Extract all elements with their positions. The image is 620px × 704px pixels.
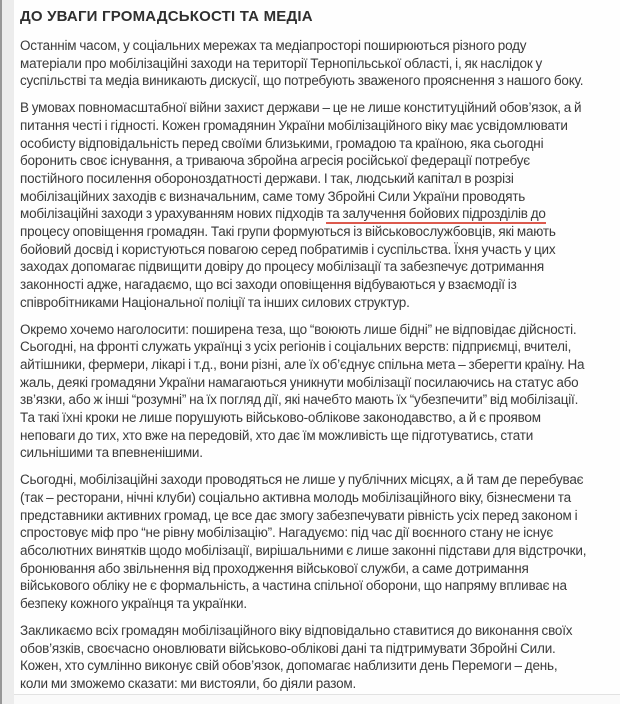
- text-line: Закликаємо всіх громадян мобілізаційного віку відповідально ставитися до виконання своїх: [20, 622, 573, 638]
- paragraph: [20, 471, 614, 613]
- post-title: ДО УВАГИ ГРОМАДСЬКОСТІ ТА МЕДІА: [20, 8, 313, 25]
- paragraph: [20, 99, 614, 311]
- text-line: В умовах повномасштабної війни захист держави – це не лише конституційний обов’язок, а й: [20, 100, 582, 116]
- text-line: особисту відповідальність перед своїми близькими, громадою та країною, яка сьогодні: [20, 135, 544, 151]
- text-line: військового обліку не є формальність, а частина спільної оборони, що напряму впливає на: [20, 578, 567, 594]
- text-line: заходах допомагає підвищити довіру до процесу мобілізації та забезпечує дотримання: [20, 259, 545, 275]
- red-underline-annotation: та залучення бойових підрозділів до: [326, 206, 545, 224]
- text-line: суспільстві та медіа виникають дискусії, що потребують зваженого прояснення з нашого боку.: [20, 73, 584, 89]
- text-line: айтішники, фермери, лікарі і т.д., вони різні, але їх об’єднує спільна мета – зберегти країну. На: [20, 356, 585, 372]
- post-body: [20, 37, 614, 693]
- text-line: неповаги до тих, хто вже на передовій, хто дає їм можливість ще підготуватись, стати: [20, 427, 534, 443]
- text-line: жаль, деякі громадяни України намагаються уникнути мобілізації посилаючись на статус або: [20, 374, 579, 390]
- text-line: спростовує міф про “не рівну мобілізацію”. Нагадуємо: під час дії воєнного стану не існує: [20, 525, 554, 541]
- text-line: сильнішими та впевненішими.: [20, 445, 203, 461]
- text-line: Окремо хочемо наголосити: поширена теза, що “воюють лише бідні” не відповідає дійсності.: [20, 321, 577, 337]
- paragraph: [20, 622, 614, 693]
- text-line: постійного посилення обороноздатності держави. І так, людський капітал в розрізі: [20, 170, 514, 186]
- text-line: процесу оповіщення громадян. Такі групи формуються із військовослужбовців, які мають: [20, 224, 556, 240]
- text-line: [20, 205, 614, 223]
- text-line: Останнім часом, у соціальних мережах та медіапросторі поширюються різного роду: [20, 38, 527, 53]
- text-line: зв’язки, або ж інші “розумні” на їх погляд дії, які начебто мають їх “убезпечити” від мобілізації.: [20, 392, 579, 408]
- text-line: бойовий досвід і користуються повагою серед побратимів і суспільства. Їхня участь у цих: [20, 241, 556, 257]
- text-line: питання честі і гідності. Кожен громадянин України мобілізаційного віку має усвідомлювати: [20, 117, 568, 133]
- text-line: бронювання або звільнення від проходження військової служби, а саме дотримання: [20, 560, 529, 576]
- text-line: співробітниками Національної поліції та інших силових структур.: [20, 294, 410, 310]
- text-line: представники активних громад, це все дає змогу забезпечувати рівність усіх перед законом і: [20, 507, 578, 523]
- text-line: (так – ресторани, нічні клуби) соціально активна молодь мобілізаційного віку, бізнесмени та: [20, 489, 571, 505]
- text-line: матеріали про мобілізаційні заходи на території Тернопільської області, і, як наслідок у: [20, 55, 543, 71]
- footer-strip: [14, 695, 620, 704]
- text-line: Сьогодні, на фронті служать українці з усіх регіонів і соціальних верств: підприємці, вчителі,: [20, 339, 572, 355]
- text-segment: мобілізаційні заходи з урахуванням нових підходів: [20, 206, 327, 222]
- text-line: Кожен, хто сумлінно виконує свій обов’язок, допомагає наблизити день Перемоги – день,: [20, 658, 558, 674]
- text-line: коли ми зможемо сказати: ми вистояли, бо діяли разом.: [20, 675, 357, 691]
- text-line: законності адже, нагадаємо, що всі заходи оповіщення відбуваються у взаємодії із: [20, 277, 517, 293]
- text-line: мобілізаційних заходів є визначальним, саме тому Збройні Сили України проводять: [20, 188, 526, 204]
- post-content: [14, 0, 620, 704]
- text-line: Сьогодні, мобілізаційні заходи проводяться не лише у публічних місцях, а й там де перебуває: [20, 472, 584, 488]
- paragraph: [20, 321, 614, 463]
- text-line: безпеку кожного українця та українки.: [20, 596, 247, 612]
- text-line: Та такі їхні кроки не лише порушують військово-облікове законодавство, а й є проявом: [20, 410, 541, 426]
- text-line: абсолютних винятків щодо мобілізації, вирішальними є лише законні підстави для відстрочки,: [20, 542, 587, 558]
- paragraph: [20, 37, 614, 90]
- left-gutter: [2, 0, 14, 704]
- text-line: боронить своє існування, а триваюча збройна агресія російської федерації потребує: [20, 153, 530, 169]
- text-line: обов’язків, своєчасно оновлювати військово-облікові дані та підтримувати Збройні Сили.: [20, 640, 556, 656]
